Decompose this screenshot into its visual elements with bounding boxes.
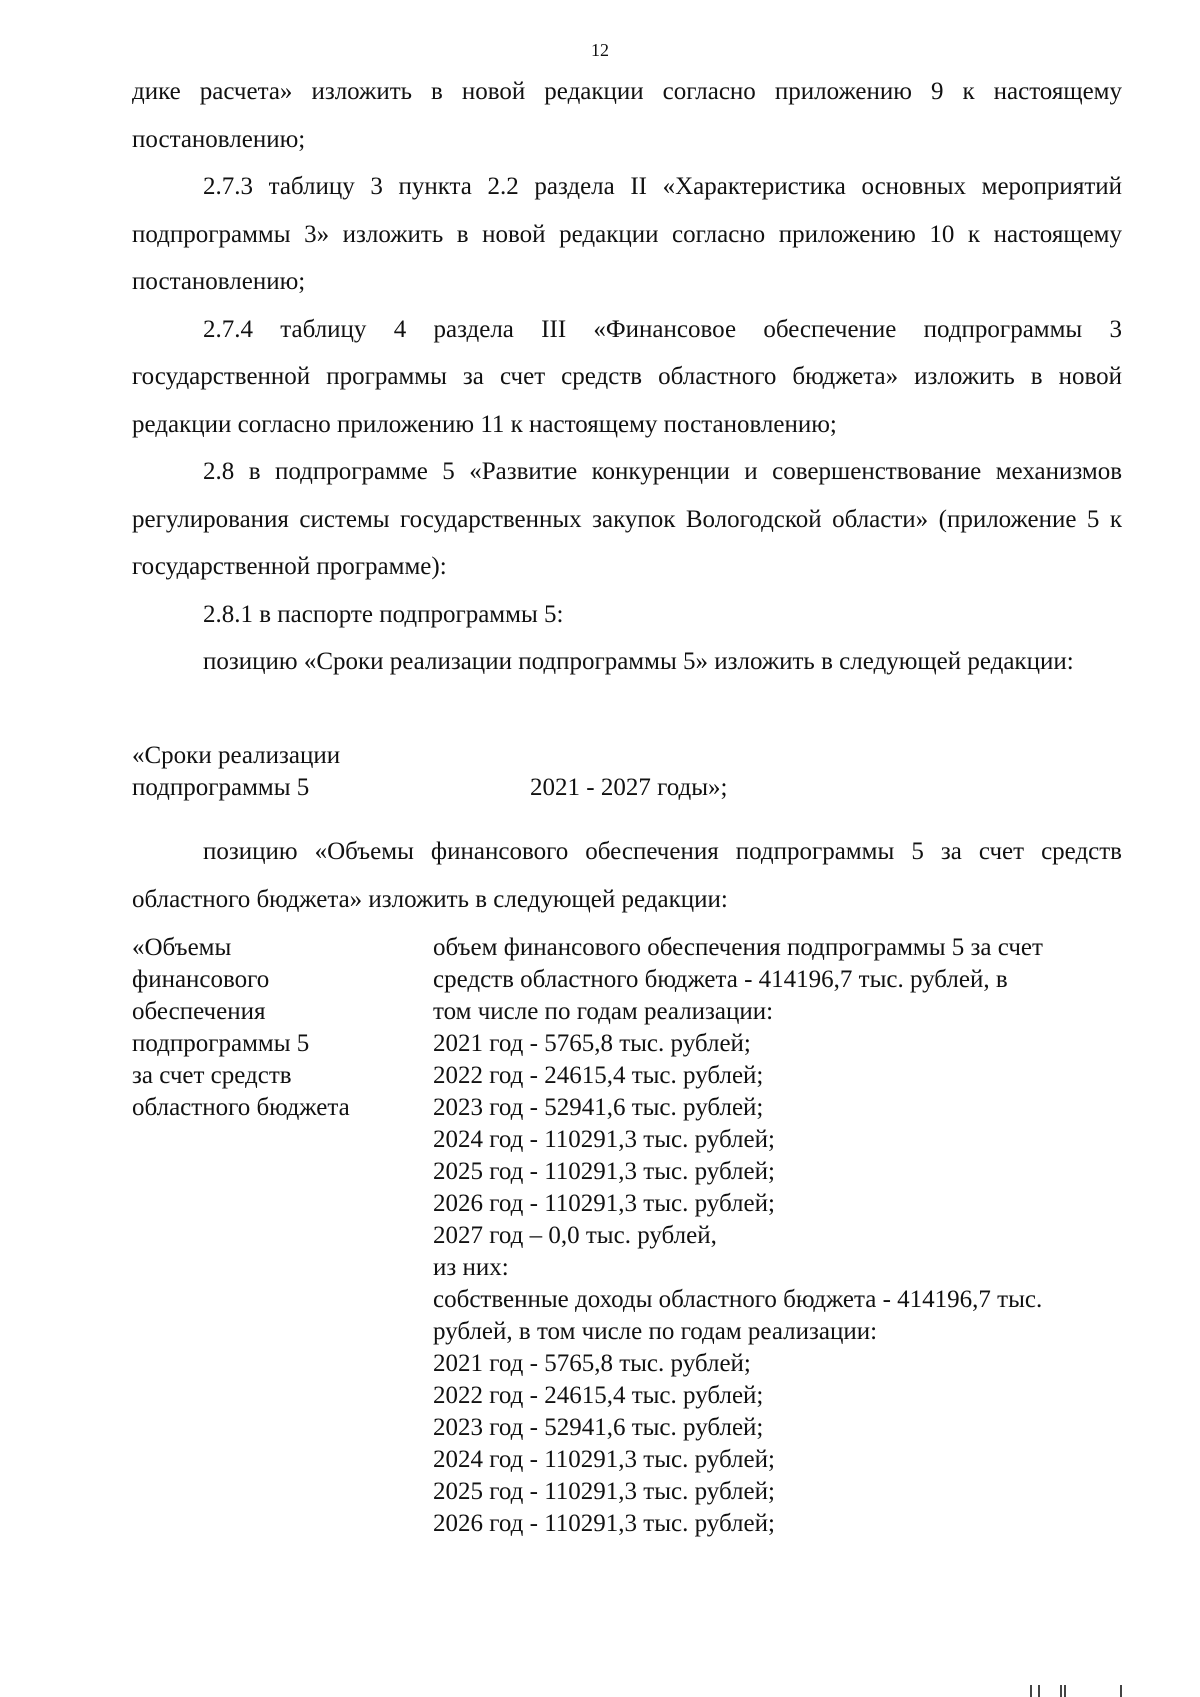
finance-value-line: 2025 год - 110291,3 тыс. рублей; [433,1158,775,1185]
body-text-block [132,68,1122,686]
scan-mark [1120,1685,1122,1697]
finance-value-line: 2021 год - 5765,8 тыс. рублей; [433,1350,751,1377]
term-label-line: подпрограммы 5 [132,774,310,801]
paragraph-2-7-4: 2.7.4 таблицу 4 раздела III «Финансовое обеспечение подпрограммы 3 государственной программы за счет средств областного бюджета» изложить в новой редакции согласно приложению 11 к настоящему постановлению; [132,315,1122,438]
finance-position-label [132,932,402,1124]
finance-value-line: средств областного бюджета - 414196,7 тыс. рублей, в [433,966,1008,993]
scan-mark [1038,1685,1040,1697]
finance-value-line: 2024 год - 110291,3 тыс. рублей; [433,1126,775,1153]
term-position-value: 2021 - 2027 годы»; [530,774,728,801]
finance-value-line: 2022 год - 24615,4 тыс. рублей; [433,1382,764,1409]
finance-value-line: 2027 год – 0,0 тыс. рублей, [433,1222,717,1249]
term-position-label [132,740,412,804]
finance-value-line: собственные доходы областного бюджета - 414196,7 тыс. [433,1286,1043,1313]
scan-mark [1060,1685,1062,1697]
finance-label-line: финансового [132,966,270,993]
page-number: 12 [591,40,609,60]
finance-value-line: 2026 год - 110291,3 тыс. рублей; [433,1190,775,1217]
paragraph-continuation: дике расчета» изложить в новой редакции согласно приложению 9 к настоящему постановлению; [132,78,1122,153]
finance-value-line: 2022 год - 24615,4 тыс. рублей; [433,1062,764,1089]
term-label-line: «Сроки реализации [132,742,341,769]
finance-label-line: подпрограммы 5 [132,1030,310,1057]
scan-edge-marks [1020,1683,1140,1697]
finance-label-line: за счет средств [132,1062,292,1089]
finance-label-line: обеспечения [132,998,266,1025]
finance-value-line: 2026 год - 110291,3 тыс. рублей; [433,1510,775,1537]
finance-position-value [433,932,1043,1540]
scan-mark [1064,1685,1066,1697]
finance-intro-block [132,828,1122,923]
finance-value-line: объем финансового обеспечения подпрограммы 5 за счет [433,934,1043,961]
finance-value-line: 2025 год - 110291,3 тыс. рублей; [433,1478,775,1505]
finance-value-line: из них: [433,1254,509,1281]
finance-value-line: 2021 год - 5765,8 тыс. рублей; [433,1030,751,1057]
finance-value-line: 2023 год - 52941,6 тыс. рублей; [433,1414,764,1441]
finance-value-line: том числе по годам реализации: [433,998,774,1025]
finance-label-line: областного бюджета [132,1094,350,1121]
paragraph-2-7-3: 2.7.3 таблицу 3 пункта 2.2 раздела II «Характеристика основных мероприятий подпрограммы 3» изложить в новой редакции согласно приложению 10 к настоящему постановлению; [132,173,1122,295]
finance-value-line: рублей, в том числе по годам реализации: [433,1318,878,1345]
finance-value-line: 2024 год - 110291,3 тыс. рублей; [433,1446,775,1473]
finance-value-line: 2023 год - 52941,6 тыс. рублей; [433,1094,764,1121]
finance-label-line: «Объемы [132,934,232,961]
paragraph-finance-intro: позицию «Объемы финансового обеспечения подпрограммы 5 за счет средств областного бюджета» изложить в следующей редакции: [132,838,1122,913]
paragraph-2-8-1: 2.8.1 в паспорте подпрограммы 5: [203,600,564,628]
scan-mark [1030,1685,1032,1697]
paragraph-term-position: позицию «Сроки реализации подпрограммы 5» изложить в следующей редакции: [203,648,1074,675]
paragraph-2-8: 2.8 в подпрограмме 5 «Развитие конкуренции и совершенствование механизмов регулирования системы государственных закупок Вологодской области» (приложение 5 к государственной программе): [132,458,1122,580]
